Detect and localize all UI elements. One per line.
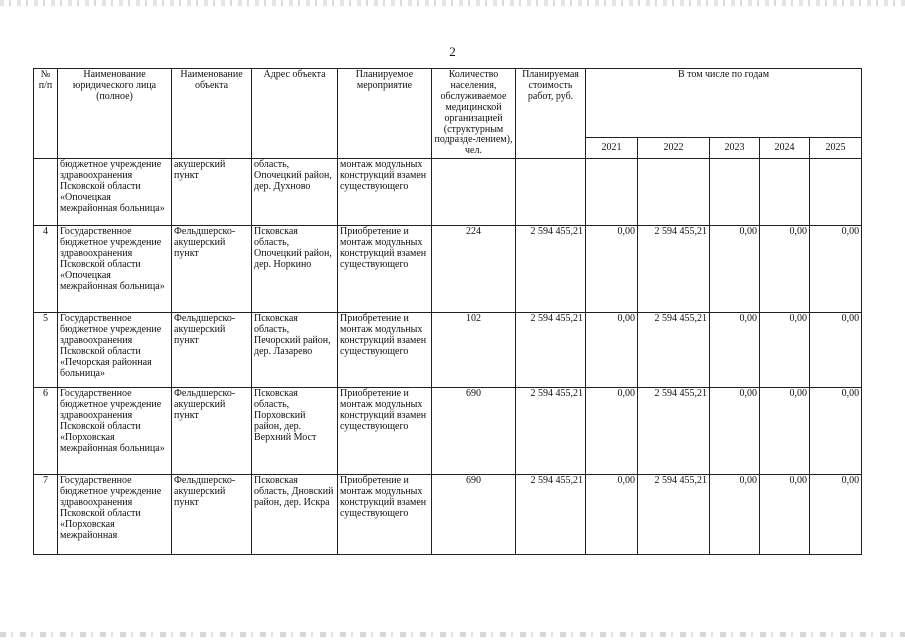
- cell-year-2024: 0,00: [760, 226, 810, 313]
- table-row: [34, 475, 862, 555]
- header-year-2025: 2025: [810, 138, 862, 159]
- cell-address: Псковская область, Дновский район, дер. Искра: [252, 475, 338, 555]
- cell-object-name: акушерский пункт: [172, 159, 252, 226]
- cell-measure: монтаж модульных конструкций взамен существующего: [338, 159, 432, 226]
- cell-year-2025: [810, 159, 862, 226]
- cell-year-2023: 0,00: [710, 226, 760, 313]
- cell-year-2022: 2 594 455,21: [638, 388, 710, 475]
- cell-year-2024: 0,00: [760, 388, 810, 475]
- cell-year-2023: 0,00: [710, 388, 760, 475]
- cell-measure: Приобретение и монтаж модульных конструкций взамен существующего: [338, 388, 432, 475]
- table-row-continuation: [34, 159, 862, 226]
- cell-no: 6: [34, 388, 58, 475]
- cell-legal-entity: Государственное бюджетное учреждение здравоохранения Псковской области «Печорская районная больница»: [58, 313, 172, 388]
- header-year-2021: 2021: [586, 138, 638, 159]
- cell-measure: Приобретение и монтаж модульных конструкций взамен существующего: [338, 475, 432, 555]
- cell-cost: 2 594 455,21: [516, 313, 586, 388]
- cell-year-2024: 0,00: [760, 313, 810, 388]
- cell-cost: 2 594 455,21: [516, 388, 586, 475]
- cell-year-2021: [586, 159, 638, 226]
- header-address: Адрес объекта: [252, 69, 338, 159]
- cell-object-name: Фельдшерско-акушерский пункт: [172, 226, 252, 313]
- cell-year-2025: 0,00: [810, 313, 862, 388]
- header-population: Количество населения, обслуживаемое медицинской организацией (структурным подразде-лением), чел.: [432, 69, 516, 159]
- cell-no: 7: [34, 475, 58, 555]
- header-year-2023: 2023: [710, 138, 760, 159]
- cell-year-2022: 2 594 455,21: [638, 475, 710, 555]
- cell-cost: 2 594 455,21: [516, 475, 586, 555]
- cell-object-name: Фельдшерско-акушерский пункт: [172, 388, 252, 475]
- cell-legal-entity: Государственное бюджетное учреждение здравоохранения Псковской области «Порховская межрайонная: [58, 475, 172, 555]
- cell-population: 224: [432, 226, 516, 313]
- funding-table: [33, 68, 862, 555]
- cell-population: 690: [432, 388, 516, 475]
- cell-year-2023: [710, 159, 760, 226]
- cell-legal-entity: бюджетное учреждение здравоохранения Псковской области «Опочецкая межрайонная больница»: [58, 159, 172, 226]
- cell-population: [432, 159, 516, 226]
- header-row: [34, 69, 862, 138]
- cell-object-name: Фельдшерско-акушерский пункт: [172, 475, 252, 555]
- page-number: 2: [449, 44, 456, 59]
- cell-population: 690: [432, 475, 516, 555]
- cell-year-2025: 0,00: [810, 226, 862, 313]
- cell-year-2024: [760, 159, 810, 226]
- table-row: [34, 313, 862, 388]
- table-row: [34, 388, 862, 475]
- cell-address: область, Опочецкий район, дер. Духново: [252, 159, 338, 226]
- cell-population: 102: [432, 313, 516, 388]
- cell-legal-entity: Государственное бюджетное учреждение здравоохранения Псковской области «Порховская межрайонная больница»: [58, 388, 172, 475]
- cell-no: 4: [34, 226, 58, 313]
- header-year-2024: 2024: [760, 138, 810, 159]
- table-row: [34, 226, 862, 313]
- scan-edge-top: [0, 0, 905, 6]
- header-year-2022: 2022: [638, 138, 710, 159]
- cell-address: Псковская область, Печорский район, дер. Лазарево: [252, 313, 338, 388]
- cell-year-2021: 0,00: [586, 388, 638, 475]
- cell-measure: Приобретение и монтаж модульных конструкций взамен существующего: [338, 313, 432, 388]
- cell-no: [34, 159, 58, 226]
- cell-year-2021: 0,00: [586, 226, 638, 313]
- cell-year-2023: 0,00: [710, 313, 760, 388]
- cell-cost: [516, 159, 586, 226]
- header-cost: Планируемая стоимость работ, руб.: [516, 69, 586, 159]
- header-measure: Планируемое мероприятие: [338, 69, 432, 159]
- header-no: № п/п: [34, 69, 58, 159]
- header-object-name: Наименование объекта: [172, 69, 252, 159]
- cell-year-2022: 2 594 455,21: [638, 226, 710, 313]
- cell-year-2023: 0,00: [710, 475, 760, 555]
- cell-legal-entity: Государственное бюджетное учреждение здравоохранения Псковской области «Опочецкая межрайонная больница»: [58, 226, 172, 313]
- cell-year-2022: [638, 159, 710, 226]
- cell-object-name: Фельдшерско-акушерский пункт: [172, 313, 252, 388]
- header-legal-entity: Наименование юридического лица (полное): [58, 69, 172, 159]
- cell-year-2025: 0,00: [810, 388, 862, 475]
- cell-year-2022: 2 594 455,21: [638, 313, 710, 388]
- cell-year-2025: 0,00: [810, 475, 862, 555]
- cell-year-2021: 0,00: [586, 313, 638, 388]
- cell-year-2024: 0,00: [760, 475, 810, 555]
- cell-year-2021: 0,00: [586, 475, 638, 555]
- cell-measure: Приобретение и монтаж модульных конструкций взамен существующего: [338, 226, 432, 313]
- cell-address: Псковская область, Порховский район, дер. Верхний Мост: [252, 388, 338, 475]
- cell-address: Псковская область, Опочецкий район, дер. Норкино: [252, 226, 338, 313]
- cell-cost: 2 594 455,21: [516, 226, 586, 313]
- header-by-years: В том числе по годам: [586, 69, 862, 138]
- cell-no: 5: [34, 313, 58, 388]
- scan-edge-bottom: [0, 632, 905, 637]
